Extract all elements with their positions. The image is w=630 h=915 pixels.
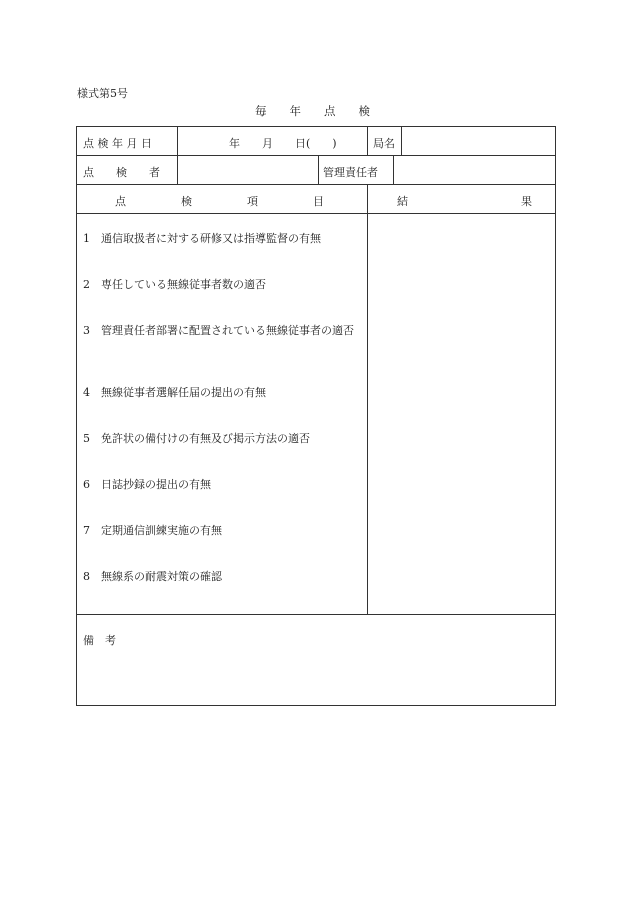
row-divider [77,184,555,185]
row-divider [77,155,555,156]
list-item [83,523,365,539]
list-item [83,431,365,447]
item-number: 2 [83,278,90,291]
manager-label: 管理責任者 [323,166,378,179]
remarks-label: 備 考 [83,634,116,647]
inspector-field[interactable] [183,164,311,178]
inspection-form-table [76,126,556,706]
result-column-header-right: 果 [521,195,532,208]
form-number: 様式第5号 [77,87,128,100]
col-divider [367,184,368,614]
date-label: 点 検 年 月 日 [83,137,152,150]
list-item [83,569,365,585]
item-text: 無線従事者選解任届の提出の有無 [101,386,266,399]
list-item [83,231,365,247]
col-divider [401,127,402,155]
item-text: 無線系の耐震対策の確認 [101,570,222,583]
list-item [83,385,365,401]
item-text: 日誌抄録の提出の有無 [101,478,211,491]
items-column-header: 点 検 項 目 [115,195,324,208]
item-number: 7 [83,524,90,537]
list-item [83,323,365,339]
col-divider [177,127,178,184]
col-divider [318,155,319,184]
result-column-header-left: 結 [397,195,408,208]
station-field[interactable] [407,135,547,149]
item-text: 通信取扱者に対する研修又は指導監督の有無 [101,232,321,245]
row-divider [77,614,555,615]
item-number: 1 [83,232,90,245]
list-item [83,477,365,493]
item-text: 定期通信訓練実施の有無 [101,524,222,537]
page-title: 毎 年 点 検 [255,104,370,118]
col-divider [367,127,368,155]
item-number: 3 [83,324,90,337]
list-item [83,277,365,293]
date-field[interactable]: 年 月 日( ) [229,137,337,150]
col-divider [393,155,394,184]
station-label: 局名 [373,137,395,150]
remarks-field[interactable] [83,652,549,700]
results-field[interactable] [369,215,553,612]
inspector-label: 点 検 者 [83,166,160,179]
item-number: 5 [83,432,90,445]
manager-field[interactable] [399,164,549,178]
row-divider [77,213,555,214]
item-number: 4 [83,386,90,399]
item-number: 8 [83,570,90,583]
item-text: 免許状の備付けの有無及び掲示方法の適否 [101,432,310,445]
item-text: 管理責任者部署に配置されている無線従事者の適否 [101,324,354,337]
item-text: 専任している無線従事者数の適否 [101,278,266,291]
item-number: 6 [83,478,90,491]
